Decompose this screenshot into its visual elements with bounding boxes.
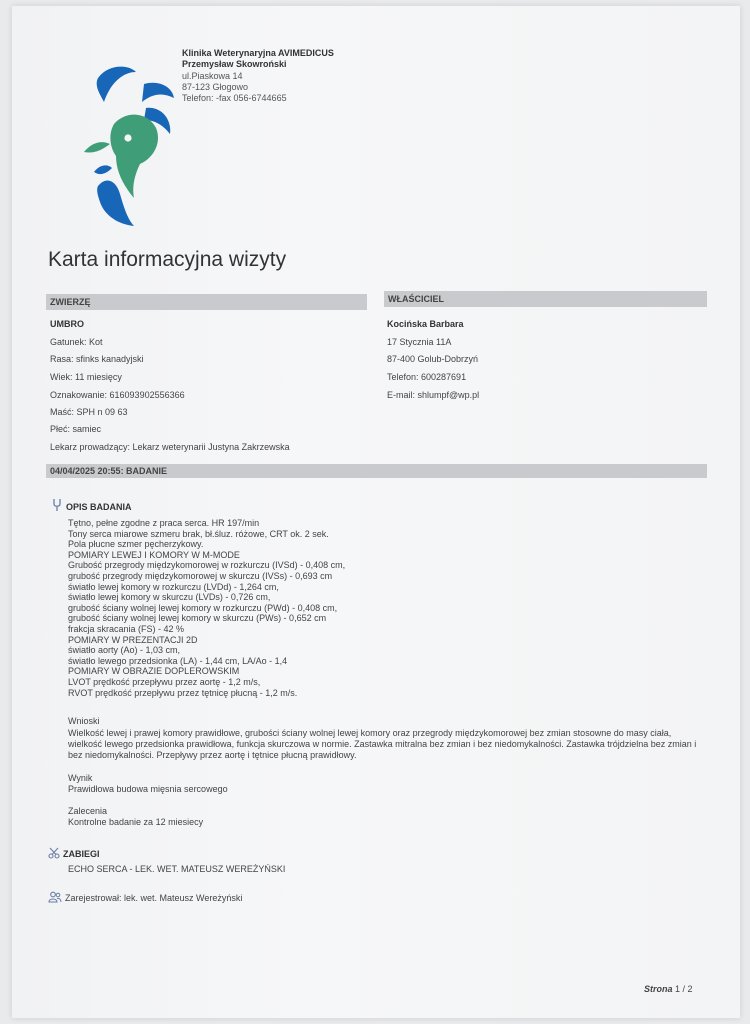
exam-line: LVOT prędkość przepływu przez aortę - 1,2 m/s, [68, 676, 261, 687]
document-page [12, 6, 740, 1018]
page-label: Strona [644, 984, 673, 994]
attending-vet: Lekarz prowadzący: Lekarz weterynarii Justyna Zakrzewska [50, 442, 290, 452]
exam-line: Pola płucne szmer pęcherzykowy. [68, 539, 204, 550]
result-label: Wynik [68, 773, 93, 783]
stethoscope-icon [52, 498, 62, 517]
page-indicator [644, 984, 693, 994]
conclusions-text: Wielkość lewej i prawej komory prawidłowe, grubości ściany wolnej lewej komory oraz przegrody międzykomorowej bez zmian stosowne do masy ciała, wielkość lewego przedsionka prawidłowa, funkcja skurczowa w normie. Zastawka mitralna bez zmian i bez niedomykalności. Zastawka trójdzielna bez zmian i bez niedomykalności. Przepływy przez aortę i tętnice płucną prawidłowy. [68, 728, 697, 760]
animal-name: UMBRO [50, 319, 84, 329]
procedures-title: ZABIEGI [63, 849, 100, 859]
exam-line: Tony serca miarowe szmeru brak, bł.śluz. różowe, CRT ok. 2 sek. [68, 528, 329, 539]
recommendations-text: Kontrolne badanie za 12 miesiecy [68, 817, 204, 827]
exam-line: grubość ściany wolnej lewej komory w skurczu (PWs) - 0,652 cm [68, 613, 327, 624]
conclusions-label: Wnioski [68, 716, 100, 726]
animal-color: Maść: SPH n 09 63 [50, 407, 128, 417]
exam-line: POMIARY LEWEJ I KOMORY W M-MODE [68, 549, 240, 560]
exam-line: RVOT prędkość przepływu przez tętnicę płucną - 1,2 m/s. [68, 687, 298, 698]
exam-description [68, 518, 345, 698]
clinic-street: ul.Piaskowa 14 [182, 71, 243, 81]
exam-title: OPIS BADANIA [66, 502, 132, 512]
owner-name: Kocińska Barbara [387, 319, 464, 329]
owner-city: 87-400 Golub-Dobrzyń [387, 354, 479, 364]
clinic-name: Klinika Weterynaryjna AVIMEDICUS [182, 48, 334, 58]
exam-line: grubość przegrody międzykomorowej w skurczu (IVSs) - 0,693 cm [68, 570, 333, 581]
exam-line: światło lewej komory w rozkurczu (LVDd) - 1,264 cm, [68, 581, 279, 592]
exam-line: grubość ściany wolnej lewej komory w rozkurczu (PWd) - 0,408 cm, [68, 602, 338, 613]
result-text: Prawidłowa budowa mięsnia sercowego [68, 784, 228, 794]
exam-line: POMIARY W PREZENTACJI 2D [68, 634, 198, 645]
recommendations-label: Zalecenia [68, 806, 108, 816]
page-title: Karta informacyjna wizyty [48, 248, 287, 271]
exam-line: frakcja skracania (FS) - 42 % [68, 623, 185, 634]
procedures-text: ECHO SERCA - LEK. WET. MATEUSZ WEREŻYŃSKI [68, 864, 286, 874]
exam-line: światło lewej komory w skurczu (LVDs) - 0,726 cm, [68, 592, 271, 603]
animal-species: Gatunek: Kot [50, 337, 103, 347]
owner-section-header: WŁAŚCICIEL [384, 291, 707, 307]
clinic-owner: Przemysław Skowroński [182, 59, 287, 69]
animal-age: Wiek: 11 miesięcy [50, 372, 122, 382]
clinic-city: 87-123 Głogowo [182, 82, 249, 92]
animal-id: Oznakowanie: 616093902556366 [50, 390, 185, 400]
scissors-icon [48, 846, 60, 864]
registered-by: Zarejestrował: lek. wet. Mateusz Wereżyński [65, 893, 243, 903]
clinic-phone: Telefon: -fax 056-6744665 [182, 93, 287, 103]
clinic-logo [70, 58, 180, 230]
exam-line: Tętno, pełne zgodne z praca serca. HR 197/min [68, 518, 260, 528]
animal-breed: Rasa: sfinks kanadyjski [50, 354, 144, 364]
exam-line: Grubość przegrody międzykomorowej w rozkurczu (IVSd) - 0,408 cm, [68, 560, 346, 571]
animal-section-header: ZWIERZĘ [46, 294, 367, 310]
animal-sex: Płeć: samiec [50, 424, 102, 434]
visit-header: 04/04/2025 20:55: BADANIE [46, 464, 707, 478]
owner-email: E-mail: shlumpf@wp.pl [387, 390, 480, 400]
page-number: 1 / 2 [675, 984, 693, 994]
exam-line: światło aorty (Ao) - 1,03 cm, [68, 645, 181, 656]
owner-street: 17 Stycznia 11A [387, 337, 452, 347]
exam-line: światło lewego przedsionka (LA) - 1,44 cm, LA/Ao - 1,4 [68, 655, 288, 666]
exam-line: POMIARY W OBRAZIE DOPLEROWSKIM [68, 666, 240, 677]
users-icon [48, 890, 62, 908]
owner-phone: Telefon: 600287691 [387, 372, 467, 382]
